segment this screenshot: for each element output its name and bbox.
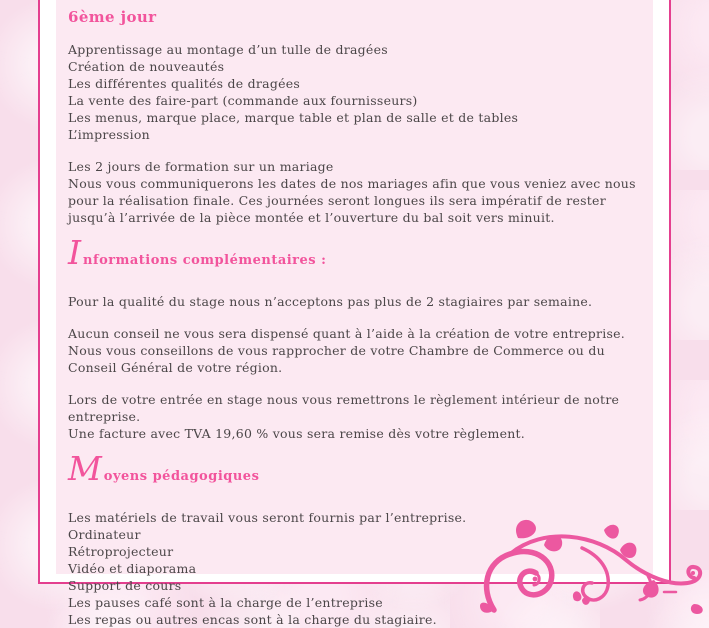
paragraph-block — [68, 293, 645, 310]
day-heading: 6ème jour — [68, 8, 157, 26]
text-line: Apprentissage au montage d’un tulle de dragées — [68, 42, 388, 57]
document-panel — [38, 0, 671, 627]
text-line: Support de cours — [68, 578, 182, 593]
document-content — [56, 0, 653, 627]
text-line: Aucun conseil ne vous sera dispensé quant à l’aide à la création de votre entreprise. Nous vous conseillons de vous rapprocher de votre Chambre de Commerce ou du Conseil Général de votre région. — [68, 326, 626, 375]
text-line: Les repas ou autres encas sont à la charge du stagiaire. — [68, 612, 437, 627]
paragraph-block — [68, 391, 645, 442]
text-line: Création de nouveautés — [68, 59, 225, 74]
text-line: Une facture avec TVA 19,60 % vous sera remise dès votre règlement. — [68, 426, 526, 441]
section-heading — [68, 233, 645, 281]
text-line: Les différentes qualités de dragées — [68, 76, 301, 91]
text-line: Rétroprojecteur — [68, 544, 174, 559]
text-line: La vente des faire-part (commande aux fournisseurs) — [68, 93, 418, 108]
section-heading — [68, 449, 645, 497]
text-line: L’impression — [68, 127, 150, 142]
heading-initial: I — [68, 233, 82, 272]
text-line: Les pauses café sont à la charge de l’entreprise — [68, 595, 383, 610]
paragraph-block — [68, 158, 645, 226]
text-line: Lors de votre entrée en stage nous vous remettrons le règlement intérieur de notre entreprise. — [68, 392, 620, 424]
text-line: Les matériels de travail vous seront fournis par l’entreprise. — [68, 510, 467, 525]
paragraph-block — [68, 41, 645, 143]
text-line: Ordinateur — [68, 527, 141, 542]
floral-swirl-icon — [478, 518, 706, 615]
text-line: Vidéo et diaporama — [68, 561, 197, 576]
heading-text: oyens pédagogiques — [103, 469, 260, 484]
heading-text: nformations complémentaires : — [83, 253, 327, 268]
text-line: Les 2 jours de formation sur un mariage — [68, 159, 334, 174]
text-line: Nous vous communiquerons les dates de nos mariages afin que vous veniez avec nous pour la réalisation finale. Ces journées seront longues ils sera impératif de rester jusqu’à l’arrivée de la pièce montée et l’ouverture du bal soit vers minuit. — [68, 176, 636, 225]
paragraph-block — [68, 325, 645, 376]
text-line: Les menus, marque place, marque table et plan de salle et de tables — [68, 110, 519, 125]
heading-initial: M — [68, 449, 102, 488]
text-line: Pour la qualité du stage nous n’acceptons pas plus de 2 stagiaires par semaine. — [68, 294, 593, 309]
